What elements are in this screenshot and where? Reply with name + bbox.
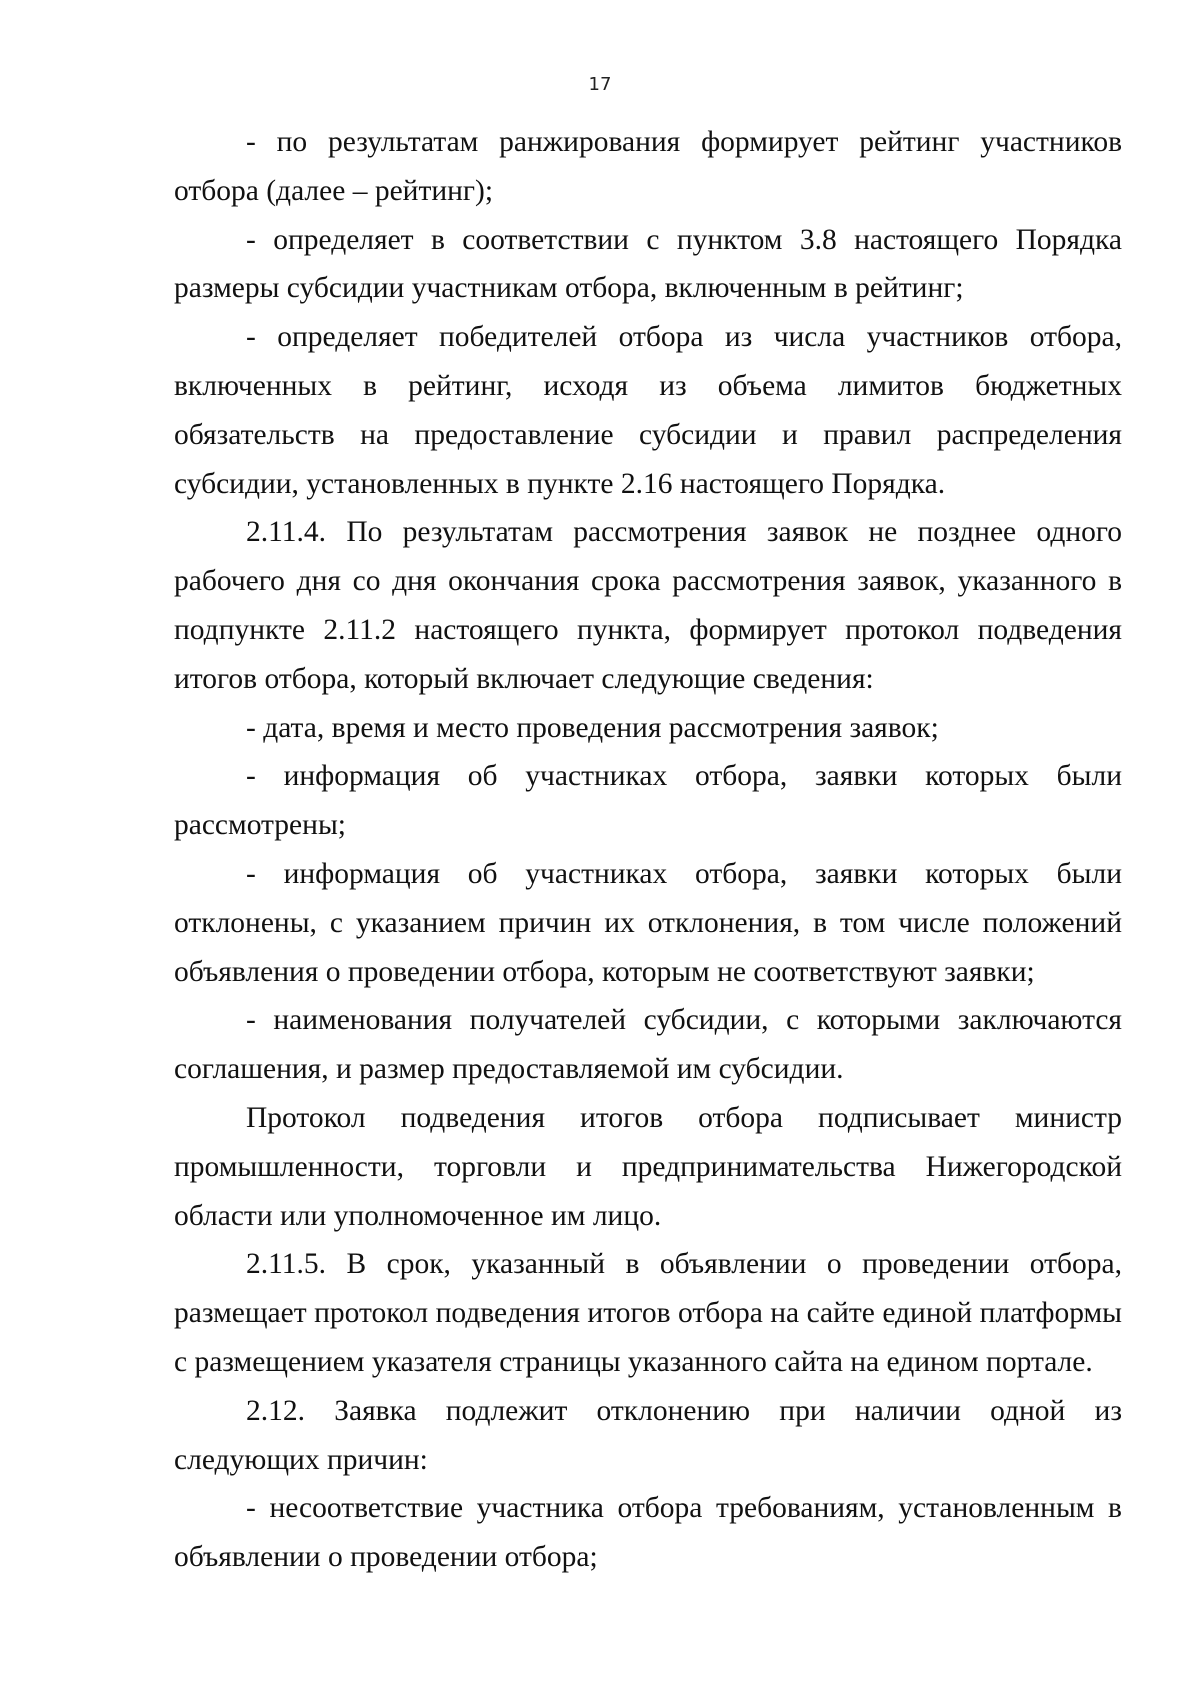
page-number: 17 — [588, 74, 612, 95]
paragraph-rejected-participants: - информация об участниках отбора, заявки которых были отклонены, с указанием причин их отклонения, в том числе положений объявления о проведении отбора, которым не соответствуют заявки; — [174, 857, 1122, 988]
paragraph-subsidy-size: - определяет в соответствии с пунктом 3.8 настоящего Порядка размеры субсидии участникам отбора, включенным в рейтинг; — [174, 223, 1122, 305]
paragraph-protocol-signature: Протокол подведения итогов отбора подписывает министр промышленности, торговли и предпринимательства Нижегородской области или уполномоченное им лицо. — [174, 1101, 1122, 1232]
paragraph-considered-participants: - информация об участниках отбора, заявки которых были рассмотрены; — [174, 760, 1122, 842]
paragraph-2-12: 2.12. Заявка подлежит отклонению при наличии одной из следующих причин: — [174, 1394, 1122, 1476]
paragraph-recipients: - наименования получателей субсидии, с которыми заключаются соглашения, и размер предоставляемой им субсидии. — [174, 1004, 1122, 1086]
paragraph-nonconformity: - несоответствие участника отбора требованиям, установленным в объявлении о проведении отбора; — [174, 1492, 1122, 1574]
paragraph-winners: - определяет победителей отбора из числа участников отбора, включенных в рейтинг, исходя из объема лимитов бюджетных обязательств на предоставление субсидии и правил распределения субсидии, установленных в пункте 2.16 настоящего Порядка. — [174, 321, 1122, 500]
paragraph-2-11-4: 2.11.4. По результатам рассмотрения заявок не позднее одного рабочего дня со дня окончания срока рассмотрения заявок, указанного в подпункте 2.11.2 настоящего пункта, формирует протокол подведения итогов отбора, который включает следующие сведения: — [174, 516, 1122, 695]
document-body — [174, 118, 1122, 1582]
paragraph-date-time-place: - дата, время и место проведения рассмотрения заявок; — [246, 711, 939, 744]
paragraph-ranking: - по результатам ранжирования формирует рейтинг участников отбора (далее – рейтинг); — [174, 126, 1122, 207]
paragraph-2-11-5: 2.11.5. В срок, указанный в объявлении о проведении отбора, размещает протокол подведения итогов отбора на сайте единой платформы с размещением указателя страницы указанного сайта на едином портале. — [174, 1248, 1122, 1378]
